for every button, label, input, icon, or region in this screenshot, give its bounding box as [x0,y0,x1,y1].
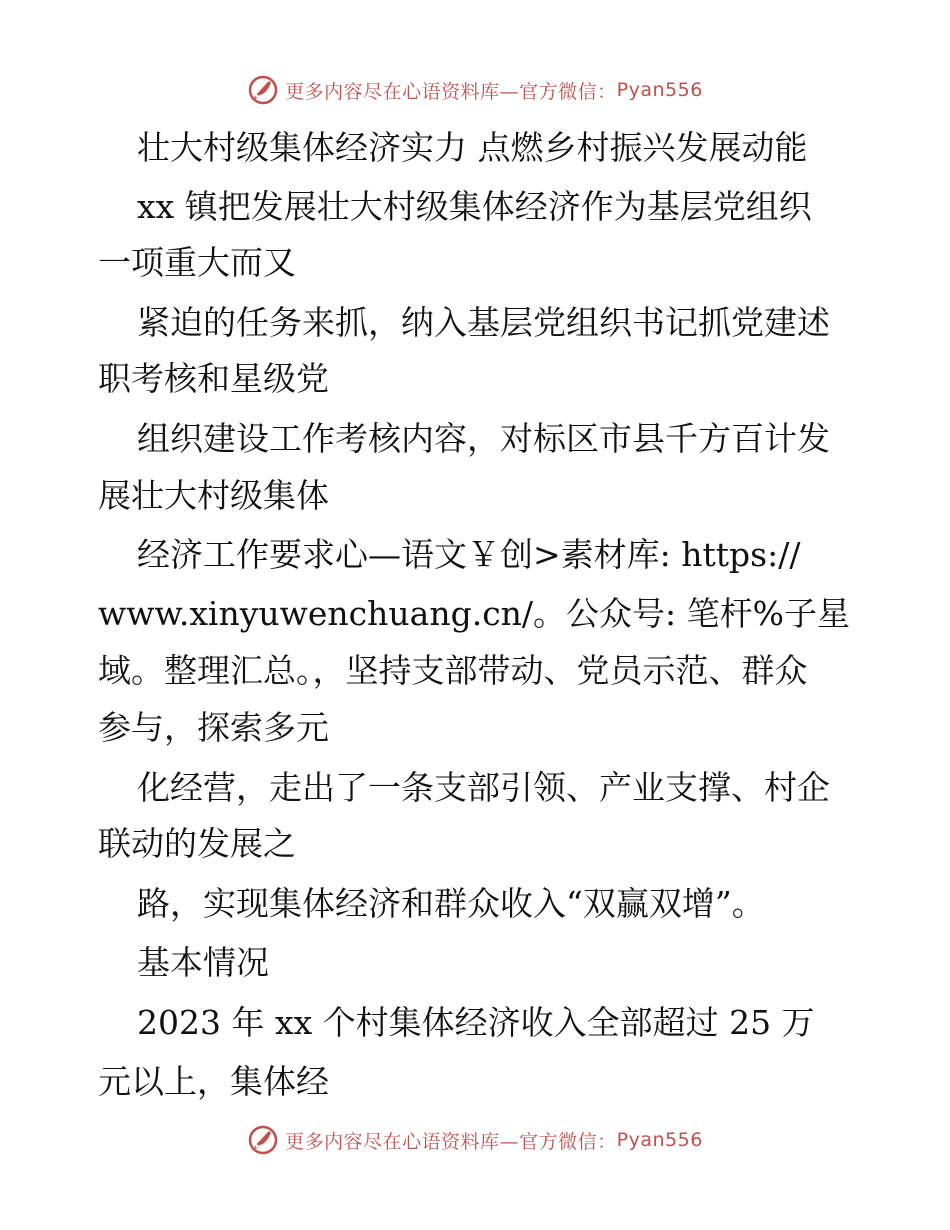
text-line: 2023 年 xx 个村集体经济收入全部超过 25 万 [137,1003,815,1042]
text-line: 一项重大而又 [98,243,296,282]
text-line: www.xinyuwenchuang.cn/。公众号: 笔杆%子星 [98,594,851,633]
text-line: 参与，探索多元 [98,708,329,747]
footer-watermark-banner [0,1120,950,1160]
watermark-wechat-id: Pyan556 [616,79,703,101]
text-line: xx 镇把发展壮大村级集体经济作为基层党组织 [137,187,812,226]
watermark-text: 更多内容尽在心语资料库—官方微信： [285,1130,617,1153]
text-line: 化经营，走出了一条支部引领、产业支撑、村企 [137,768,830,807]
text-line: 域。整理汇总。，坚持支部带动、党员示范、群众 [98,651,808,690]
text-line: 职考核和星级党 [98,359,329,398]
feather-circle-logo-icon [247,1124,279,1156]
section-heading: 基本情况 [137,943,269,982]
text-line: 经济工作要求心—语文￥创>素材库: https:// [137,535,801,574]
text-line: 元以上，集体经 [98,1062,329,1101]
text-line: 路，实现集体经济和群众收入“双赢双增”。 [137,884,765,923]
text-line: 展壮大村级集体 [98,476,329,515]
watermark-wechat-id: Pyan556 [616,1129,703,1151]
text-line: 联动的发展之 [98,824,296,863]
document-title: 壮大村级集体经济实力 点燃乡村振兴发展动能 [137,128,808,167]
watermark-text: 更多内容尽在心语资料库—官方微信： [285,80,617,103]
text-line: 紧迫的任务来抓，纳入基层党组织书记抓党建述 [137,303,830,342]
text-line: 组织建设工作考核内容，对标区市县千方百计发 [137,419,830,458]
